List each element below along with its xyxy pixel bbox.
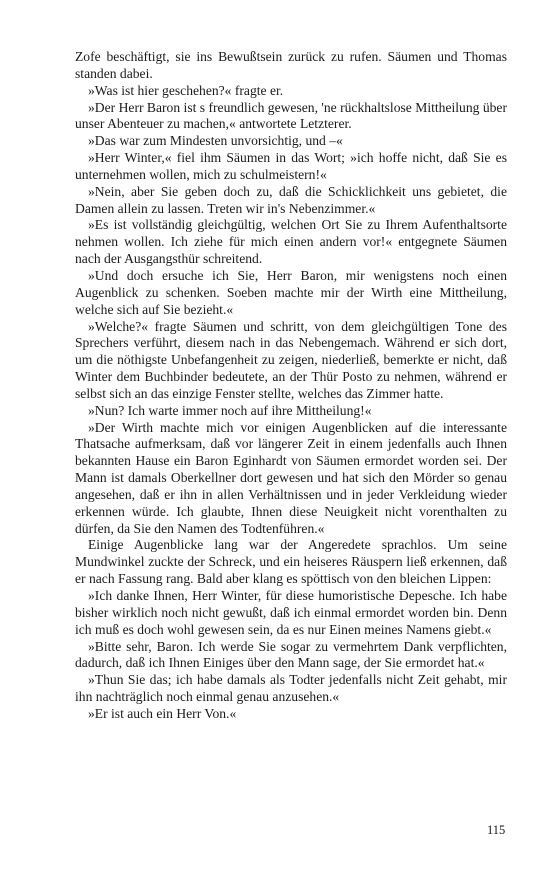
paragraph: »Bitte sehr, Baron. Ich werde Sie sogar zu vermehrtem Dank verpflichten, dadurch, daß ich Ihnen Einiges über den Mann sage, der Sie ermordet hat.« (75, 638, 507, 671)
paragraph: »Er ist auch ein Herr Von.« (88, 705, 237, 721)
paragraph: »Das war zum Mindesten unvorsichtig, und –« (88, 133, 343, 149)
paragraph: »Welche?« fragte Säumen und schritt, von dem gleichgültigen Tone des Sprechers verführt, diesem nach in das Nebengemach. Während er sich dort, um die nöthigste Unbefangenheit zu zeigen, niederließ, bemerkte er nicht, daß Winter dem Buchbinder bedeutete, an der Thür Posto zu nehmen, während er selbst sich an das einzige Fenster stellte, welches das Zimmer hatte. (75, 318, 507, 401)
paragraph: »Thun Sie das; ich habe damals als Todter jedenfalls nicht Zeit gehabt, mir ihn nachträglich noch einmal genau anzusehen.« (75, 672, 507, 705)
paragraph: Einige Augenblicke lang war der Angeredete sprachlos. Um seine Mundwinkel zuckte der Schreck, und ein heiseres Räuspern ließ erkennen, daß er nach Fassung rang. Bald aber klang es spöttisch von den bleichen Lippen: (75, 537, 507, 587)
page-body (75, 49, 507, 723)
paragraph: »Es ist vollständig gleichgültig, welchen Ort Sie zu Ihrem Aufenthaltsorte nehmen wollen. Ich ziehe für mich einen andern vor!« entgegnete Säumen nach der Ausgangsthür schreitend. (75, 217, 507, 267)
paragraph: »Nein, aber Sie geben doch zu, daß die Schicklichkeit uns gebietet, die Damen allein zu lassen. Treten wir in's Nebenzimmer.« (75, 183, 507, 216)
paragraph: »Und doch ersuche ich Sie, Herr Baron, mir wenigstens noch einen Augenblick zu schenken. Soeben machte mir der Wirth eine Mittheilung, welche sich auf Sie bezieht.« (75, 267, 507, 317)
page-number: 115 (487, 823, 506, 837)
paragraph: »Der Wirth machte mich vor einigen Augenblicken auf die interessante Thatsache aufmerksam, daß vor längerer Zeit in einem jedenfalls auch Ihnen bekannten Hause ein Baron Eginhardt von Säumen ermordet worden sei. Der Mann ist damals Oberkellner dort gewesen und hat sich den Mörder so genau angesehen, daß er ihn in allen Verhältnissen und in jeder Verkleidung wieder erkennen würde. Ich glaubte, Ihnen diese Neuigkeit nicht vorenthalten zu dürfen, da Sie den Namen des Todtenführen.« (75, 419, 507, 536)
paragraph: »Nun? Ich warte immer noch auf ihre Mittheilung!« (88, 402, 372, 418)
paragraph: »Herr Winter,« fiel ihm Säumen in das Wort; »ich hoffe nicht, daß Sie es unternehmen wollen, mich zu schulmeistern!« (75, 150, 507, 182)
paragraph: »Der Herr Baron ist s freundlich gewesen, 'ne rückhaltslose Mittheilung über unser Abenteuer zu machen,« antwortete Letzterer. (75, 99, 507, 132)
paragraph: Zofe beschäftigt, sie ins Bewußtsein zurück zu rufen. Säumen und Thomas standen dabei. (75, 49, 507, 81)
paragraph: »Ich danke Ihnen, Herr Winter, für diese humoristische Depesche. Ich habe bisher wirklich noch nicht gewußt, daß ich einmal ermordet worden bin. Denn ich muß es doch wohl gewesen sein, da es nur Einen meines Namens giebt.« (75, 588, 507, 637)
paragraph: »Was ist hier geschehen?« fragte er. (88, 82, 284, 98)
